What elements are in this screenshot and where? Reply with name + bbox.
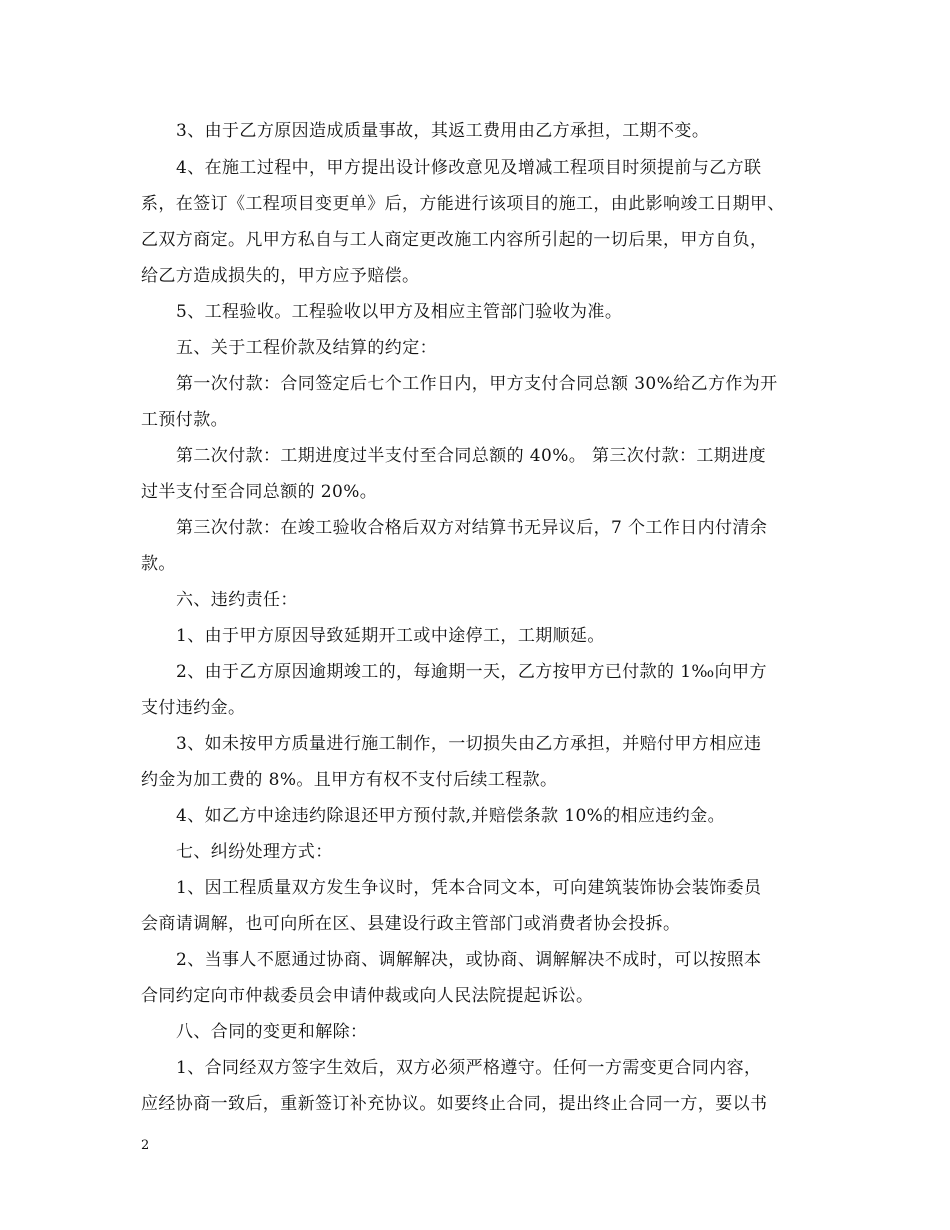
- text-line: 第三次付款：在竣工验收合格后双方对结算书无异议后，7 个工作日内付清余: [176, 518, 768, 538]
- text-line: 系，在签订《工程项目变更单》后，方能进行该项目的施工，由此影响竣工日期甲、: [141, 194, 785, 214]
- page-number: 2: [141, 1138, 150, 1153]
- text-line: 乙双方商定。凡甲方私自与工人商定更改施工内容所引起的一切后果，甲方自负，: [141, 230, 768, 250]
- text-line: 1、由于甲方原因导致延期开工或中途停工，工期顺延。: [176, 626, 605, 646]
- text-line: 1、合同经双方签字生效后，双方必须严格遵守。任何一方需变更合同内容，: [176, 1058, 762, 1078]
- text-line: 5、工程验收。工程验收以甲方及相应主管部门验收为准。: [176, 302, 623, 322]
- section-heading: 八、合同的变更和解除：: [176, 1022, 368, 1042]
- text-line: 工预付款。: [141, 410, 228, 430]
- text-line: 约金为加工费的 8%。且甲方有权不支付后续工程款。: [141, 770, 558, 790]
- text-line: 4、如乙方中途违约除退还甲方预付款,并赔偿条款 10%的相应违约金。: [176, 806, 726, 826]
- text-line: 4、在施工过程中，甲方提出设计修改意见及增减工程项目时须提前与乙方联: [176, 158, 762, 178]
- text-line: 1、因工程质量双方发生争议时，凭本合同文本，可向建筑装饰协会装饰委员: [176, 878, 762, 898]
- text-line: 2、由于乙方原因逾期竣工的，每逾期一天，乙方按甲方已付款的 1‰向甲方: [176, 662, 767, 682]
- section-heading: 六、违约责任：: [176, 590, 298, 610]
- text-line: 合同约定向市仲裁委员会申请仲裁或向人民法院提起诉讼。: [141, 986, 594, 1006]
- section-heading: 七、纠纷处理方式：: [176, 842, 333, 862]
- text-line: 过半支付至合同总额的 20%。: [141, 482, 378, 502]
- text-line: 3、如未按甲方质量进行施工制作，一切损失由乙方承担，并赔付甲方相应违: [176, 734, 762, 754]
- text-line: 给乙方造成损失的，甲方应予赔偿。: [141, 266, 420, 286]
- text-line: 款。: [141, 554, 176, 574]
- text-line: 支付违约金。: [141, 698, 246, 718]
- text-line: 应经协商一致后，重新签订补充协议。如要终止合同，提出终止合同一方，要以书: [141, 1094, 768, 1114]
- section-heading: 五、关于工程价款及结算的约定：: [176, 338, 437, 358]
- text-line: 第一次付款：合同签定后七个工作日内，甲方支付合同总额 30%给乙方作为开: [176, 374, 778, 394]
- text-line: 会商请调解，也可向所在区、县建设行政主管部门或消费者协会投拆。: [141, 914, 681, 934]
- text-line: 3、由于乙方原因造成质量事故，其返工费用由乙方承担，工期不变。: [176, 121, 710, 141]
- text-line: 第二次付款：工期进度过半支付至合同总额的 40%。 第三次付款：工期进度: [176, 446, 766, 466]
- text-line: 2、当事人不愿通过协商、调解解决，或协商、调解解决不成时，可以按照本: [176, 950, 762, 970]
